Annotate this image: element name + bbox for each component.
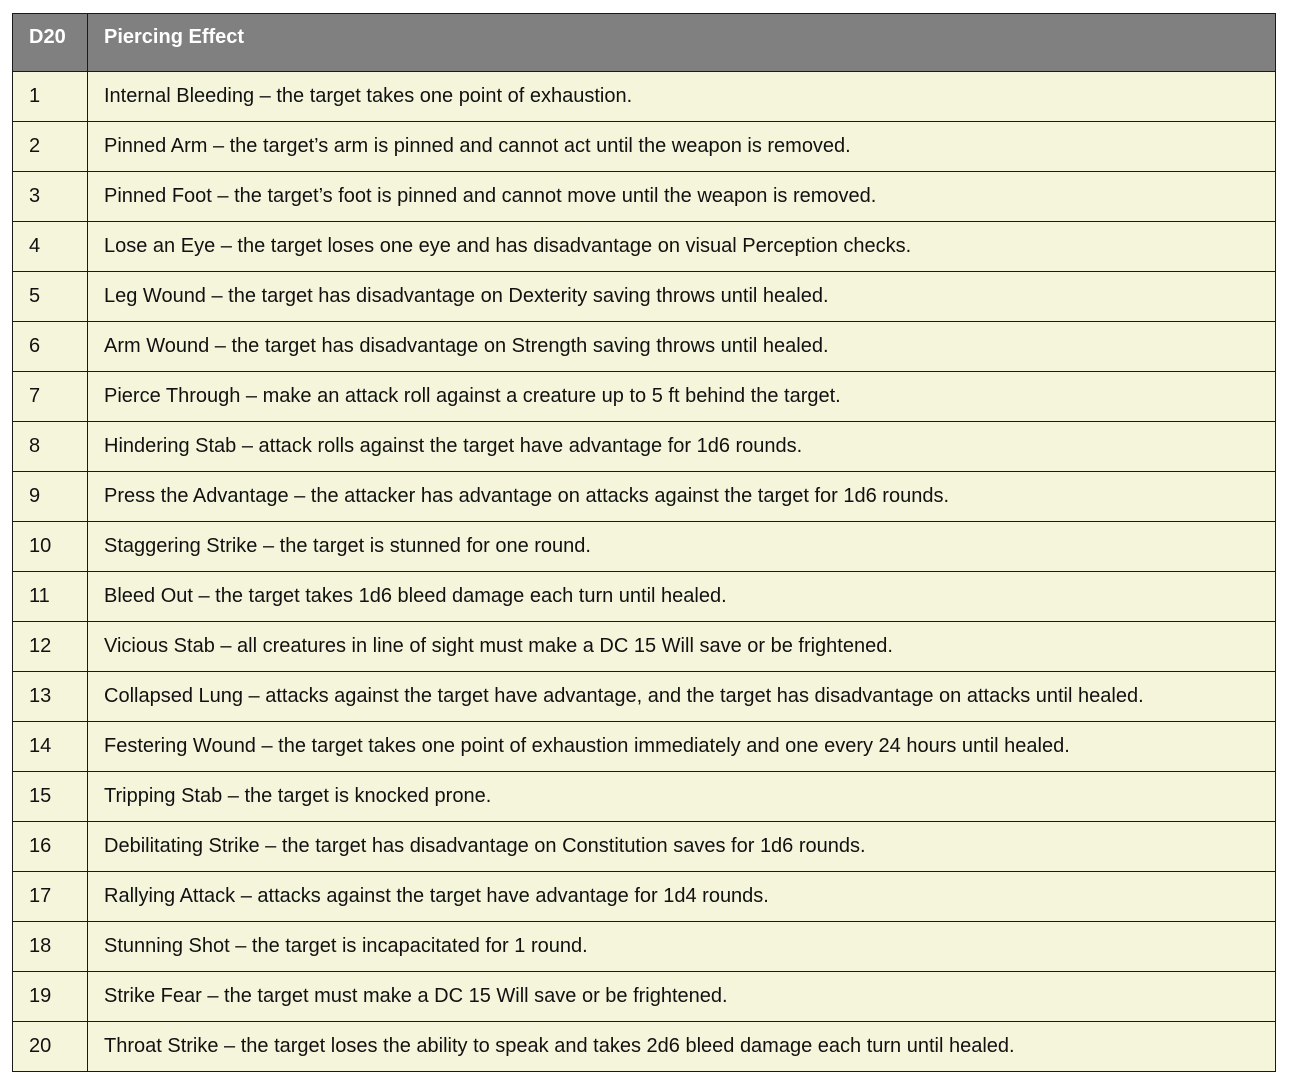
roll-cell: 4 [13, 222, 88, 272]
effect-cell: Leg Wound – the target has disadvantage on Dexterity saving throws until healed. [88, 272, 1276, 322]
table-row [13, 172, 1276, 222]
table-body [13, 72, 1276, 1072]
effect-cell: Pinned Foot – the target’s foot is pinned and cannot move until the weapon is removed. [88, 172, 1276, 222]
table-row [13, 922, 1276, 972]
effect-cell: Arm Wound – the target has disadvantage on Strength saving throws until healed. [88, 322, 1276, 372]
effect-cell: Pinned Arm – the target’s arm is pinned and cannot act until the weapon is removed. [88, 122, 1276, 172]
table-row [13, 122, 1276, 172]
effect-cell: Throat Strike – the target loses the ability to speak and takes 2d6 bleed damage each turn until healed. [88, 1022, 1276, 1072]
roll-cell: 8 [13, 422, 88, 472]
table-row [13, 1022, 1276, 1072]
table-row [13, 622, 1276, 672]
roll-cell: 6 [13, 322, 88, 372]
effect-cell: Press the Advantage – the attacker has advantage on attacks against the target for 1d6 rounds. [88, 472, 1276, 522]
table-row [13, 272, 1276, 322]
table-row [13, 72, 1276, 122]
roll-cell: 19 [13, 972, 88, 1022]
effect-cell: Debilitating Strike – the target has disadvantage on Constitution saves for 1d6 rounds. [88, 822, 1276, 872]
effect-cell: Staggering Strike – the target is stunned for one round. [88, 522, 1276, 572]
roll-cell: 18 [13, 922, 88, 972]
roll-cell: 1 [13, 72, 88, 122]
table-row [13, 972, 1276, 1022]
effect-cell: Hindering Stab – attack rolls against the target have advantage for 1d6 rounds. [88, 422, 1276, 472]
roll-cell: 16 [13, 822, 88, 872]
table-row [13, 872, 1276, 922]
roll-cell: 17 [13, 872, 88, 922]
table-row [13, 372, 1276, 422]
effect-cell: Lose an Eye – the target loses one eye and has disadvantage on visual Perception checks. [88, 222, 1276, 272]
table-row [13, 422, 1276, 472]
roll-cell: 2 [13, 122, 88, 172]
table-row [13, 572, 1276, 622]
header-row [13, 14, 1276, 72]
roll-cell: 5 [13, 272, 88, 322]
table-row [13, 472, 1276, 522]
roll-cell: 14 [13, 722, 88, 772]
table-row [13, 722, 1276, 772]
roll-cell: 13 [13, 672, 88, 722]
roll-cell: 7 [13, 372, 88, 422]
effect-cell: Vicious Stab – all creatures in line of sight must make a DC 15 Will save or be frightened. [88, 622, 1276, 672]
roll-cell: 11 [13, 572, 88, 622]
effect-cell: Collapsed Lung – attacks against the target have advantage, and the target has disadvantage on attacks until healed. [88, 672, 1276, 722]
table-row [13, 672, 1276, 722]
effect-cell: Rallying Attack – attacks against the target have advantage for 1d4 rounds. [88, 872, 1276, 922]
effect-cell: Bleed Out – the target takes 1d6 bleed damage each turn until healed. [88, 572, 1276, 622]
roll-cell: 12 [13, 622, 88, 672]
table-row [13, 772, 1276, 822]
roll-cell: 9 [13, 472, 88, 522]
piercing-effects-table [12, 13, 1276, 1072]
table-row [13, 222, 1276, 272]
roll-cell: 3 [13, 172, 88, 222]
header-d20: D20 [13, 14, 88, 72]
header-piercing-effect: Piercing Effect [88, 14, 1276, 72]
effect-cell: Internal Bleeding – the target takes one point of exhaustion. [88, 72, 1276, 122]
table-header [13, 14, 1276, 72]
effect-cell: Strike Fear – the target must make a DC 15 Will save or be frightened. [88, 972, 1276, 1022]
effect-cell: Festering Wound – the target takes one point of exhaustion immediately and one every 24 hours until healed. [88, 722, 1276, 772]
table-row [13, 322, 1276, 372]
effect-cell: Pierce Through – make an attack roll against a creature up to 5 ft behind the target. [88, 372, 1276, 422]
effect-cell: Stunning Shot – the target is incapacitated for 1 round. [88, 922, 1276, 972]
table-row [13, 522, 1276, 572]
table-row [13, 822, 1276, 872]
effect-cell: Tripping Stab – the target is knocked prone. [88, 772, 1276, 822]
roll-cell: 10 [13, 522, 88, 572]
roll-cell: 15 [13, 772, 88, 822]
roll-cell: 20 [13, 1022, 88, 1072]
